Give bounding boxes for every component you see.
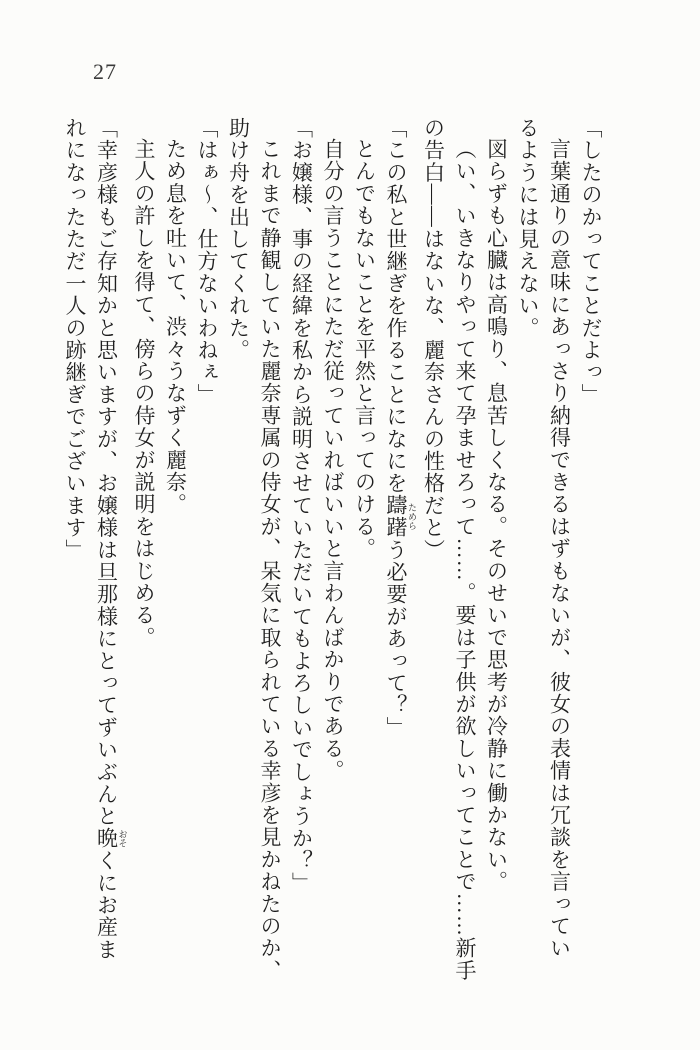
text-line: 「この私と世継ぎを作ることになにを躊躇 ためらう必要があって？」 xyxy=(384,117,417,739)
text-line: の告白――はないな、麗奈さんの性格だと） xyxy=(421,117,446,561)
text-line: るようには見えない。 xyxy=(516,117,540,339)
text-line: れになったただ一人の跡継ぎでございます」 xyxy=(63,117,87,561)
text-line: 主人の許しを得て、傍らの侍女が説明をはじめる。 xyxy=(132,138,156,649)
text-line: ため息を吐いて、渋々うなずく麗奈。 xyxy=(163,138,188,516)
text-line: 自分の言うことにただ従っていればいいと言わんばかりである。 xyxy=(321,138,345,782)
text-line: 助け舟を出してくれた。 xyxy=(226,117,251,362)
text-line: 言葉通りの意味にあっさり納得できるはずもないが、彼女の表情は冗談を言ってい xyxy=(547,138,572,960)
furigana: 躊躇 ためら xyxy=(384,494,417,539)
text-line: とんでもないことを平然と言ってのける。 xyxy=(352,138,377,560)
text-line: 図らずも心臓は高鳴り、息苦しくなる。そのせいで思考が冷静に働かない。 xyxy=(484,138,509,893)
text-line: 「お嬢様、事の経緯を私から説明させていただいてもよろしいでしょうか？」 xyxy=(289,117,314,894)
page-number: 27 xyxy=(93,59,117,84)
text-line: （い、いきなりやって来て孕ませろって……。要は子供が欲しいってことで……新手 xyxy=(453,138,477,982)
text-line: 「したのかってことだよっ」 xyxy=(579,117,603,406)
furigana: 晩 おそ xyxy=(94,827,128,850)
text-line: これまで静観していた麗奈専属の侍女が、呆気に取られている幸彦を見かねたのか、 xyxy=(258,138,282,982)
text-line: 「はぁ～、仕方ないわねぇ」 xyxy=(195,117,219,406)
text-line: 「幸彦様もご存知かと思いますが、お嬢様は旦那様にとってずいぶんと晩 おそくにお産ま xyxy=(94,117,128,961)
text-block xyxy=(59,117,607,989)
